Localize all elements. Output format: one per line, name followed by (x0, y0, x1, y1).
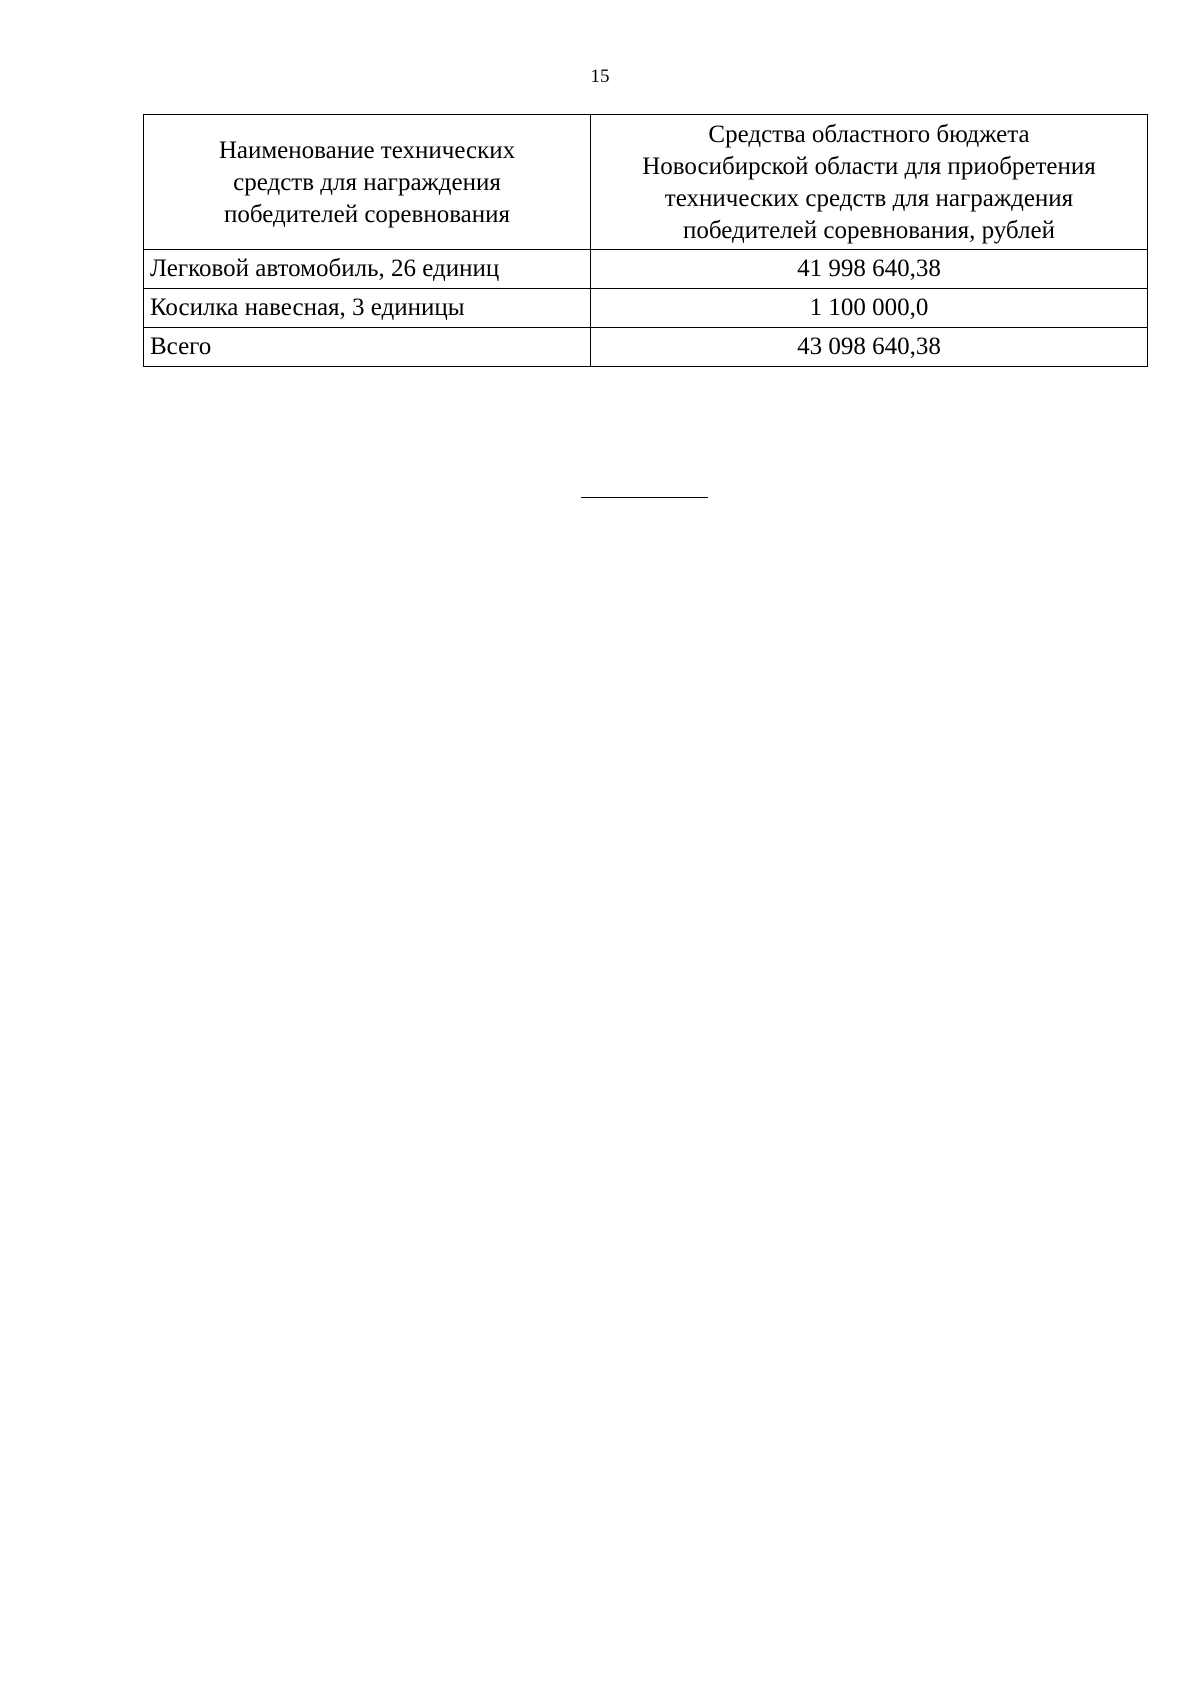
header-budget-funds-line: победителей соревнования, рублей (683, 217, 1055, 244)
row-equipment-name: Легковой автомобиль, 26 единиц (144, 250, 591, 289)
document-end-rule (581, 497, 708, 498)
row-budget-amount: 41 998 640,38 (591, 250, 1148, 289)
table-row (144, 250, 1148, 289)
header-budget-funds (591, 115, 1148, 250)
row-budget-amount: 1 100 000,0 (591, 289, 1148, 328)
total-label: Всего (144, 328, 591, 367)
table-total-row (144, 328, 1148, 367)
header-budget-funds-line: Новосибирской области для приобретения (642, 153, 1096, 180)
row-equipment-name: Косилка навесная, 3 единицы (144, 289, 591, 328)
page-number: 15 (590, 66, 610, 87)
budget-table (143, 114, 1148, 367)
header-equipment-name-line: Наименование технических (218, 137, 516, 164)
total-amount: 43 098 640,38 (591, 328, 1148, 367)
header-equipment-name (144, 115, 591, 250)
table-header-row (144, 115, 1148, 250)
table-row (144, 289, 1148, 328)
header-equipment-name-line: победителей соревнования (223, 201, 511, 228)
header-budget-funds-line: Средства областного бюджета (708, 121, 1030, 148)
header-equipment-name-line: средств для награждения (233, 169, 501, 196)
header-budget-funds-line: технических средств для награждения (664, 185, 1074, 212)
